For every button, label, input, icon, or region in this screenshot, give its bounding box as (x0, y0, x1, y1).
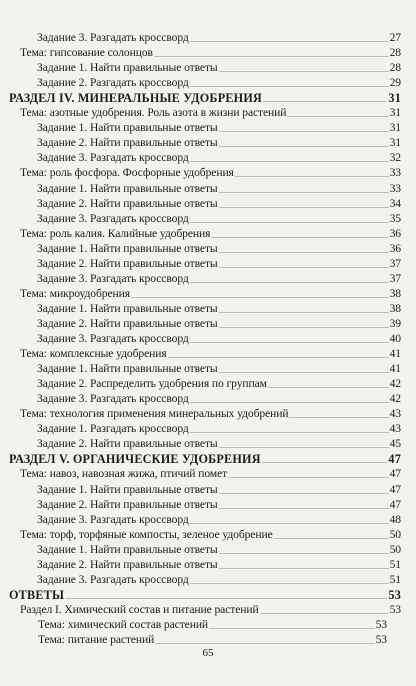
dot-leader (219, 71, 389, 72)
toc-entry-title: Задание 2. Распределить удобрения по группам (37, 377, 267, 391)
toc-entry-page: 47 (389, 497, 401, 511)
toc-entry-page: 35 (389, 211, 401, 225)
toc-entry-title: Задание 3. Разгадать кроссворд (37, 31, 189, 44)
dot-leader (219, 131, 389, 132)
dot-leader (235, 176, 389, 177)
dot-leader (190, 342, 389, 343)
toc-entry-title: Задание 1. Разгадать кроссворд (37, 422, 189, 436)
toc-entry-page: 40 (389, 332, 401, 345)
toc-task (37, 392, 401, 406)
dot-leader (219, 447, 389, 448)
toc-entry-page: 53 (388, 587, 401, 602)
dot-leader (155, 643, 374, 644)
toc-entry-page: 34 (389, 196, 401, 210)
toc-entry-title: Задание 2. Найти правильные ответы (37, 196, 218, 210)
toc-entry-title: Задание 1. Найти правильные ответы (37, 301, 218, 315)
toc-entry-title: Задание 1. Найти правильные ответы (37, 121, 218, 135)
dot-leader (268, 387, 389, 388)
toc-entry-page: 31 (388, 91, 401, 106)
dot-leader (228, 477, 389, 478)
toc-entry-page: 53 (389, 602, 401, 616)
toc-entry-page: 53 (375, 633, 387, 646)
dot-leader (209, 628, 375, 629)
toc-task (37, 377, 401, 391)
dot-leader (131, 297, 389, 298)
toc-entry-page: 38 (389, 301, 401, 315)
toc-entry-page: 41 (389, 362, 401, 376)
toc-topic (20, 227, 401, 241)
toc-entry-page: 37 (389, 271, 401, 285)
dot-leader (219, 553, 389, 554)
toc-entry-page: 37 (389, 256, 401, 270)
toc-topic (20, 287, 401, 301)
toc-entry-title: Тема: роль фосфора. Фосфорные удобрения (20, 166, 234, 180)
toc-entry-page: 27 (389, 31, 401, 44)
toc-entry-page: 32 (389, 151, 401, 165)
toc-task (37, 498, 401, 512)
toc-topic (20, 603, 401, 617)
toc-entry-title: Задание 2. Найти правильные ответы (37, 316, 218, 330)
toc-task (37, 302, 401, 316)
toc-task (37, 121, 401, 135)
dot-leader (154, 56, 389, 57)
toc-entry-title: Задание 1. Найти правильные ответы (37, 482, 218, 496)
toc-entry-page: 33 (389, 181, 401, 195)
dot-leader (190, 41, 389, 42)
toc-entry-page: 31 (389, 106, 401, 120)
toc-entry-page: 51 (389, 572, 401, 586)
toc-task (37, 197, 401, 211)
toc-entry-page: 43 (389, 422, 401, 436)
toc-entry-page: 41 (389, 347, 401, 361)
toc-entry-title: Тема: микроудобрения (20, 286, 130, 300)
toc-entry-page: 33 (389, 166, 401, 180)
dot-leader (190, 222, 389, 223)
toc-entry-page: 50 (389, 542, 401, 556)
toc-task (37, 242, 401, 256)
toc-entry-title: Тема: роль калия. Калийные удобрения (20, 226, 211, 240)
toc-entry-page: 47 (389, 467, 401, 481)
toc-task (37, 558, 401, 572)
dot-leader (262, 462, 388, 463)
page-number: 65 (202, 647, 214, 659)
toc-entry-title: Задание 2. Найти правильные ответы (37, 256, 218, 270)
toc-task (37, 332, 401, 346)
toc-task (37, 76, 401, 90)
toc-entry-title: Задание 2. Найти правильные ответы (37, 497, 218, 511)
toc-entry-title: Тема: гипсование солонцов (20, 46, 153, 60)
toc-section (9, 588, 401, 602)
toc-topic (20, 347, 401, 361)
toc-task (37, 422, 401, 436)
dot-leader (190, 161, 389, 162)
toc-task (37, 31, 401, 45)
toc-entry-title: Задание 3. Разгадать кроссворд (37, 512, 189, 526)
toc-entry-page: 47 (389, 482, 401, 496)
toc-task (37, 437, 401, 451)
toc-task (37, 317, 401, 331)
dot-leader (260, 613, 389, 614)
dot-leader (219, 508, 389, 509)
toc-entry-page: 48 (389, 512, 401, 526)
toc-entry-title: Задание 2. Найти правильные ответы (37, 437, 218, 451)
toc-topic (38, 618, 387, 632)
toc-entry-title: Задание 1. Найти правильные ответы (37, 542, 218, 556)
toc-task (37, 483, 401, 497)
toc-entry-title: ОТВЕТЫ (9, 587, 65, 602)
toc-entry-page: 51 (389, 557, 401, 571)
toc-entry-title: Задание 3. Разгадать кроссворд (37, 271, 189, 285)
toc-task (37, 136, 401, 150)
toc-entry-page: 28 (389, 46, 401, 60)
toc-entry-page: 31 (389, 136, 401, 150)
toc-entry-title: Задание 3. Разгадать кроссворд (37, 392, 189, 406)
toc-task (37, 182, 401, 196)
toc-entry-title: Задание 1. Найти правильные ответы (37, 61, 218, 75)
dot-leader (219, 146, 389, 147)
toc-section (9, 452, 401, 466)
toc-entry-title: РАЗДЕЛ V. ОРГАНИЧЕСКИЕ УДОБРЕНИЯ (9, 452, 261, 467)
dot-leader (274, 538, 389, 539)
toc-entry-title: Тема: химический состав растений (38, 617, 209, 631)
toc-task (37, 212, 401, 226)
toc-entry-page: 28 (389, 61, 401, 75)
toc-entry-title: Задание 2. Найти правильные ответы (37, 557, 218, 571)
toc-entry-page: 50 (389, 527, 401, 541)
toc-task (37, 362, 401, 376)
toc-entry-page: 29 (389, 76, 401, 90)
toc-task (37, 272, 401, 286)
dot-leader (219, 568, 389, 569)
toc-entry-page: 31 (389, 121, 401, 135)
dot-leader (190, 523, 389, 524)
dot-leader (211, 237, 388, 238)
toc-entry-title: Тема: технология применения минеральных удобрений (20, 407, 289, 421)
dot-leader (190, 583, 389, 584)
toc-entry-title: Задание 1. Найти правильные ответы (37, 362, 218, 376)
toc-task (37, 61, 401, 75)
toc-topic (20, 46, 401, 60)
toc-task (37, 513, 401, 527)
toc-topic (38, 633, 387, 647)
toc-entry-title: Задание 3. Разгадать кроссворд (37, 332, 189, 345)
toc-entry-page: 45 (389, 437, 401, 451)
dot-leader (263, 101, 387, 102)
toc-section (9, 91, 401, 105)
toc-entry-title: Тема: питание растений (38, 633, 155, 646)
dot-leader (219, 372, 389, 373)
dot-leader (190, 402, 389, 403)
toc-entry-page: 53 (375, 617, 387, 631)
dot-leader (190, 432, 389, 433)
toc-topic (20, 407, 401, 421)
toc-topic (20, 467, 401, 481)
toc-entry-title: Задание 2. Разгадать кроссворд (37, 76, 189, 90)
dot-leader (287, 116, 388, 117)
toc-task (37, 543, 401, 557)
dot-leader (219, 252, 389, 253)
toc-entry-title: Задание 1. Найти правильные ответы (37, 181, 218, 195)
toc-entry-page: 42 (389, 392, 401, 406)
toc-entry-title: РАЗДЕЛ IV. МИНЕРАЛЬНЫЕ УДОБРЕНИЯ (9, 91, 263, 106)
toc-entry-page: 39 (389, 316, 401, 330)
dot-leader (219, 327, 389, 328)
toc-entry-title: Тема: комплексные удобрения (20, 347, 167, 361)
toc-entry-page: 36 (389, 226, 401, 240)
dot-leader (219, 493, 389, 494)
dot-leader (168, 357, 389, 358)
toc-entry-page: 42 (389, 377, 401, 391)
toc-entry-title: Раздел I. Химический состав и питание растений (20, 602, 259, 616)
toc-entry-page: 43 (389, 407, 401, 421)
toc-entry-page: 47 (388, 452, 401, 467)
toc-entry-page: 36 (389, 241, 401, 255)
dot-leader (219, 312, 389, 313)
toc-entry-title: Задание 3. Разгадать кроссворд (37, 572, 189, 586)
toc-entry-title: Тема: азотные удобрения. Роль азота в жизни растений (20, 106, 287, 120)
toc-entry-title: Тема: торф, торфяные компосты, зеленое удобрение (20, 527, 273, 541)
toc-topic (20, 528, 401, 542)
dot-leader (289, 417, 388, 418)
toc-entry-page: 38 (389, 286, 401, 300)
toc-entry-title: Задание 1. Найти правильные ответы (37, 241, 218, 255)
toc-task (37, 573, 401, 587)
toc-topic (20, 166, 401, 180)
toc-entry-title: Задание 3. Разгадать кроссворд (37, 211, 189, 225)
dot-leader (190, 86, 389, 87)
toc-task (37, 257, 401, 271)
dot-leader (65, 598, 387, 599)
dot-leader (219, 192, 389, 193)
toc-task (37, 151, 401, 165)
dot-leader (219, 207, 389, 208)
toc-entry-title: Задание 2. Найти правильные ответы (37, 136, 218, 150)
dot-leader (219, 267, 389, 268)
toc-entry-title: Задание 3. Разгадать кроссворд (37, 151, 189, 165)
dot-leader (190, 282, 389, 283)
toc-topic (20, 106, 401, 120)
toc-entry-title: Тема: навоз, навозная жижа, птичий помет (20, 467, 228, 481)
